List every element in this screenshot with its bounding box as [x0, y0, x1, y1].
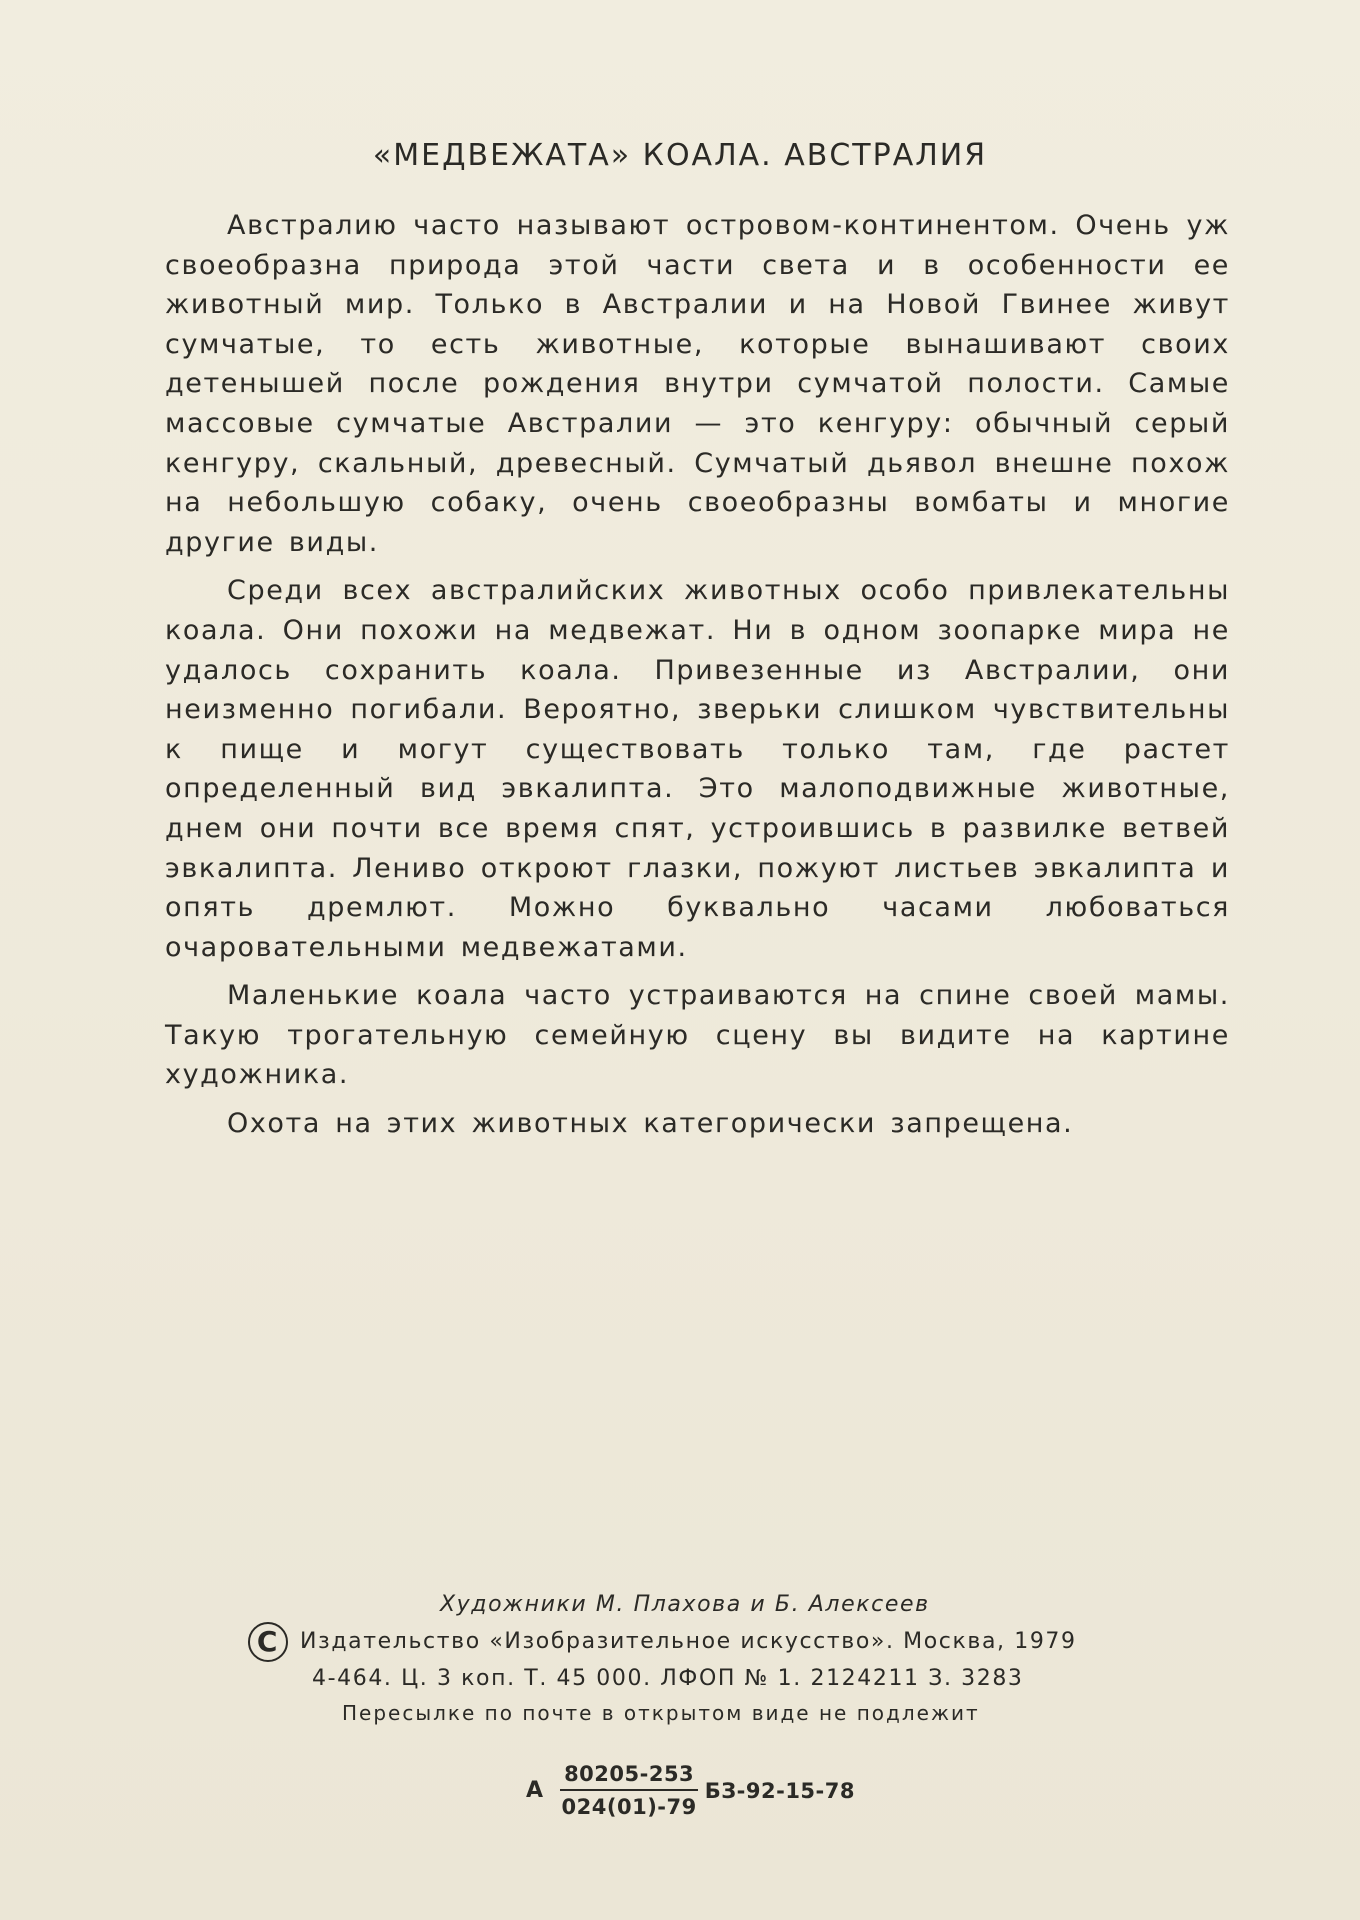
catalog-index [526, 1762, 855, 1819]
index-denominator: 024(01)-79 [561, 1795, 697, 1819]
paragraph-2: Среди всех австралийских животных особо привлекательны коала. Они похожи на медвежат. Ни в одном зоопарке мира не удалось сохранить коала. Привезенные из Австралии, они неизменно погибали. Вероятно, зверьки слишком чувствительны к пище и могут существовать только там, где растет определенный вид эвкалипта. Это малоподвижные животные, днем они почти все время спят, устроившись в развилке ветвей эвкалипта. Лениво откроют глазки, пожуют листьев эвкалипта и опять дремлют. Можно буквально часами любоваться очаровательными медвежатами. [165, 575, 1230, 963]
index-fraction [558, 1762, 701, 1819]
print-codes: 4-464. Ц. 3 коп. Т. 45 000. ЛФОП № 1. 2124211 З. 3283 [312, 1666, 1024, 1691]
copyright-icon: C [248, 1622, 288, 1662]
index-letter: А [526, 1778, 544, 1803]
artists-credit: Художники М. Плахова и Б. Алексеев [440, 1592, 930, 1617]
paragraph-4: Охота на этих животных категорически запрещена. [227, 1108, 1074, 1140]
index-code: БЗ-92-15-78 [704, 1778, 855, 1803]
imprint-block [250, 1588, 1190, 1730]
article-body [165, 206, 1230, 1153]
publisher-line [250, 1622, 1190, 1662]
mailing-notice: Пересылке по почте в открытом виде не подлежит [342, 1701, 980, 1725]
paragraph-3: Маленькие коала часто устраиваются на спине своей мамы. Такую трогательную семейную сцену вы видите на картине художника. [165, 980, 1230, 1091]
index-numerator: 80205-253 [560, 1762, 698, 1791]
page-title: «МЕДВЕЖАТА» КОАЛА. АВСТРАЛИЯ [372, 138, 988, 173]
paragraph-1: Австралию часто называют островом-континентом. Очень уж своеобразна природа этой части света и в особенности ее животный мир. Только в Австралии и на Новой Гвинее живут сумчатые, то есть животные, которые вынашивают своих детенышей после рождения внутри сумчатой полости. Самые массовые сумчатые Австралии — это кенгуру: обычный серый кенгуру, скальный, древесный. Сумчатый дьявол внешне похож на небольшую собаку, очень своеобразны вомбаты и многие другие виды. [165, 210, 1230, 558]
publisher-text: Издательство «Изобразительное искусство». Москва, 1979 [300, 1629, 1077, 1654]
